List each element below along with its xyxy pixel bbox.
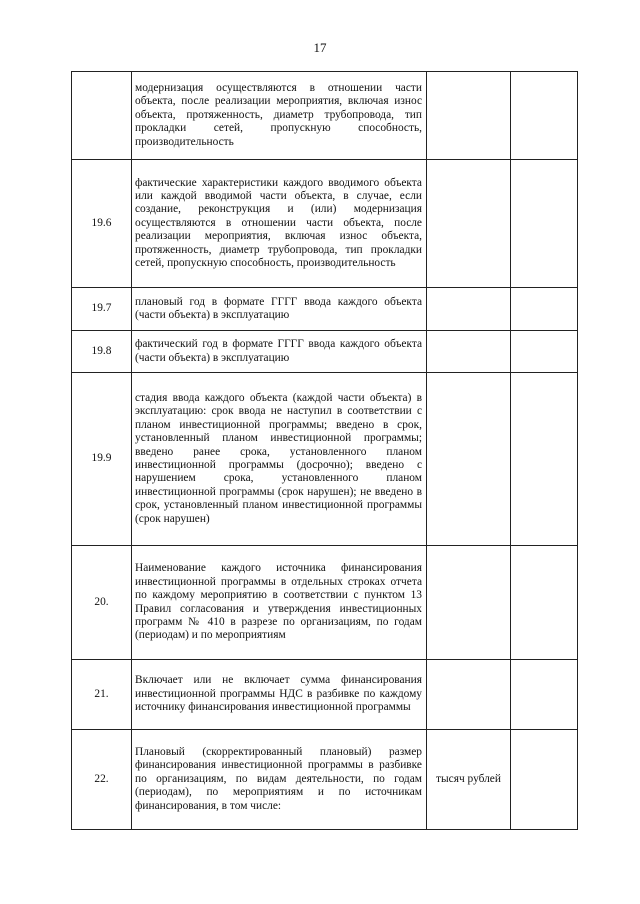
table-row bbox=[72, 160, 578, 288]
row-description: Включает или не включает сумма финансирования инвестиционной программы НДС в разбивке по каждому источнику финансирования инвестиционной программы bbox=[132, 660, 427, 730]
row-description: фактический год в формате ГГГГ ввода каждого объекта (части объекта) в эксплуатацию bbox=[132, 331, 427, 373]
row-extra bbox=[511, 373, 578, 546]
row-description: стадия ввода каждого объекта (каждой части объекта) в эксплуатацию: срок ввода не наступил в соответствии с планом инвестиционной программы; введено в срок, установленный планом инвестиционной программы; введено ранее срока, установленного планом инвестиционной программы (досрочно); введено с нарушением срока, установленного планом инвестиционной программы (срок нарушен); не введено в срок, установленный планом инвестиционной программы (срок нарушен) bbox=[132, 373, 427, 546]
table-row bbox=[72, 546, 578, 660]
row-unit bbox=[427, 660, 511, 730]
table-row bbox=[72, 730, 578, 830]
row-number: 20. bbox=[72, 546, 132, 660]
table-row bbox=[72, 72, 578, 160]
row-number: 19.8 bbox=[72, 331, 132, 373]
row-extra bbox=[511, 660, 578, 730]
row-description: Плановый (скорректированный плановый) размер финансирования инвестиционной программы в разбивке по организациям, по видам деятельности, по годам (периодам), по мероприятиям и по источникам финансирования, в том числе: bbox=[132, 730, 427, 830]
row-extra bbox=[511, 730, 578, 830]
row-extra bbox=[511, 331, 578, 373]
requirements-table bbox=[71, 71, 578, 830]
table-row bbox=[72, 288, 578, 331]
row-unit bbox=[427, 546, 511, 660]
row-unit bbox=[427, 72, 511, 160]
row-unit bbox=[427, 160, 511, 288]
row-number: 19.6 bbox=[72, 160, 132, 288]
row-description: плановый год в формате ГГГГ ввода каждого объекта (части объекта) в эксплуатацию bbox=[132, 288, 427, 331]
row-unit bbox=[427, 373, 511, 546]
row-description: фактические характеристики каждого вводимого объекта или каждой вводимой части объекта, в случае, если создание, реконструкция и (или) модернизация осуществляются в отношении части объекта, после реализации мероприятия, включая износ объекта, протяженность, диаметр трубопровода, тип прокладки сетей, пропускную способность, производительность bbox=[132, 160, 427, 288]
row-number bbox=[72, 72, 132, 160]
table-row bbox=[72, 660, 578, 730]
row-number: 19.7 bbox=[72, 288, 132, 331]
row-number: 19.9 bbox=[72, 373, 132, 546]
row-unit bbox=[427, 288, 511, 331]
page-number: 17 bbox=[313, 40, 327, 55]
table-row bbox=[72, 331, 578, 373]
row-extra bbox=[511, 288, 578, 331]
row-extra bbox=[511, 160, 578, 288]
table-row bbox=[72, 373, 578, 546]
row-unit: тысяч рублей bbox=[427, 730, 511, 830]
row-description: модернизация осуществляются в отношении части объекта, после реализации мероприятия, включая износ объекта, протяженность, диаметр трубопровода, тип прокладки сетей, пропускную способность, производительность bbox=[132, 72, 427, 160]
row-extra bbox=[511, 546, 578, 660]
row-description: Наименование каждого источника финансирования инвестиционной программы в отдельных строках отчета по каждому мероприятию в соответствии с пунктом 13 Правил согласования и утверждения инвестиционных программ № 410 в разрезе по организациям, по годам (периодам) и по мероприятиям bbox=[132, 546, 427, 660]
row-number: 21. bbox=[72, 660, 132, 730]
row-extra bbox=[511, 72, 578, 160]
row-unit bbox=[427, 331, 511, 373]
row-number: 22. bbox=[72, 730, 132, 830]
